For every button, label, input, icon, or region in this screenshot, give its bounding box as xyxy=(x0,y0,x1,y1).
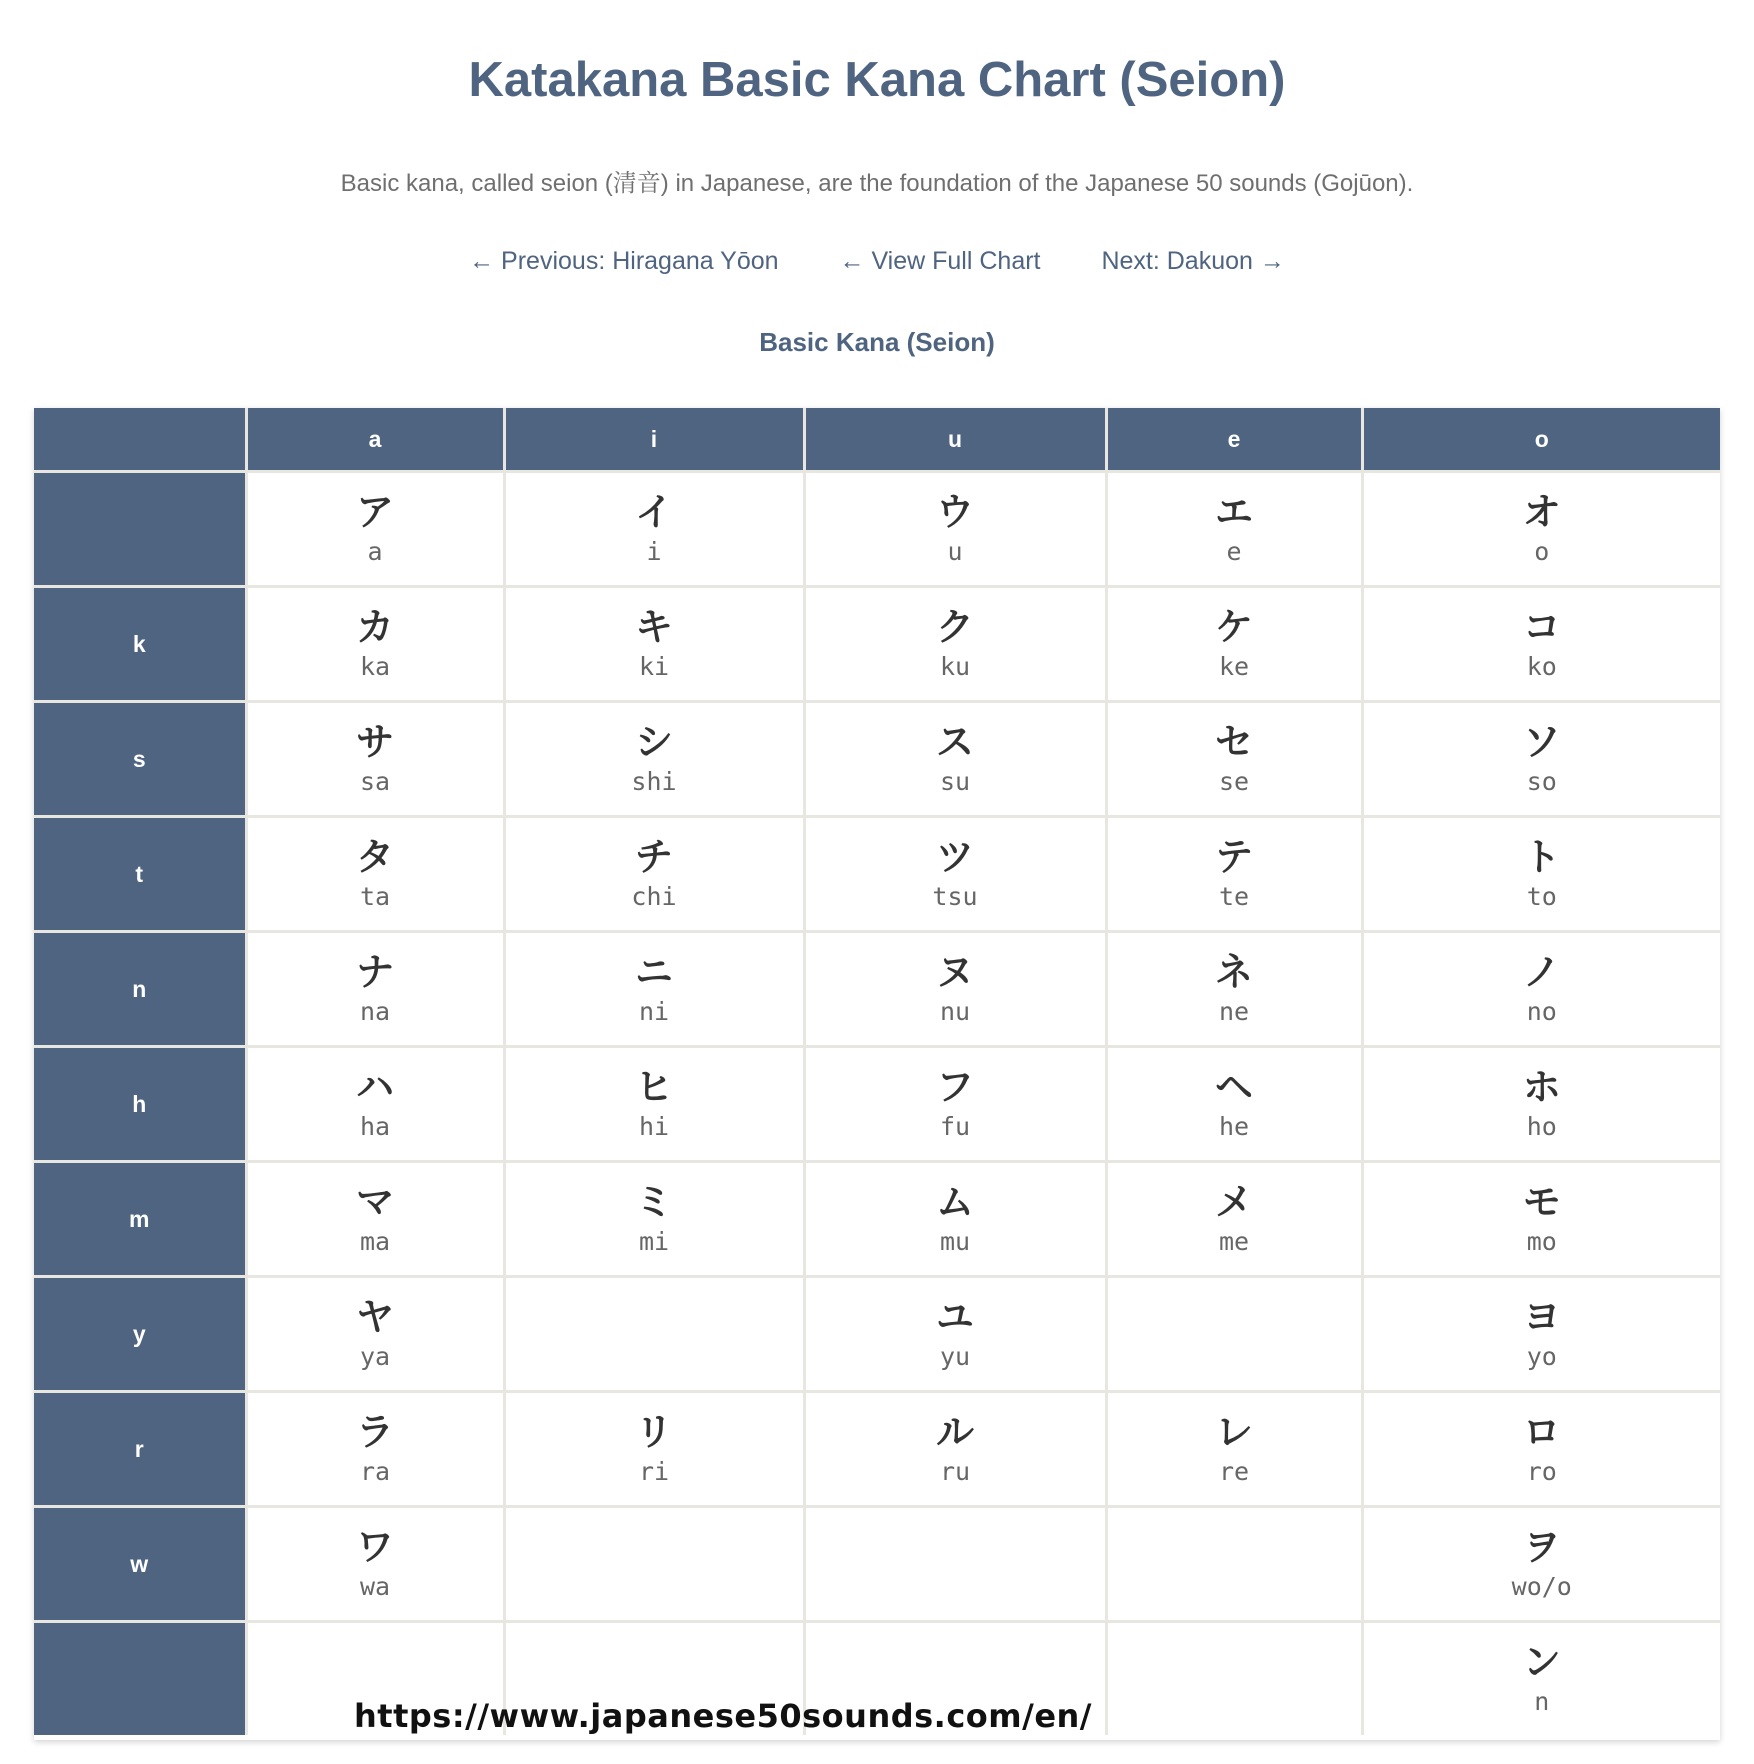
romaji-label: u xyxy=(947,537,963,566)
kana-cell[interactable] xyxy=(504,702,804,817)
kana-character: ヤ xyxy=(355,1295,394,1339)
page-title: Katakana Basic Kana Chart (Seion) xyxy=(468,53,1286,107)
column-header-u: u xyxy=(804,408,1106,472)
kana-cell[interactable] xyxy=(804,587,1106,702)
kana-character: ン xyxy=(1522,1640,1561,1684)
romaji-label: so xyxy=(1526,767,1557,796)
kana-cell[interactable] xyxy=(1362,1392,1720,1507)
romaji-label: sa xyxy=(359,767,391,796)
kana-character: シ xyxy=(634,720,673,764)
kana-cell[interactable] xyxy=(1362,702,1720,817)
table-row xyxy=(34,817,1720,932)
table-row xyxy=(34,932,1720,1047)
kana-character: ウ xyxy=(935,490,974,534)
kana-character: チ xyxy=(634,835,673,879)
kana-cell[interactable] xyxy=(1106,702,1362,817)
romaji-label: ha xyxy=(359,1112,391,1141)
row-header-r: r xyxy=(34,1392,246,1507)
kana-cell[interactable] xyxy=(1362,1047,1720,1162)
kana-cell[interactable] xyxy=(504,1392,804,1507)
row-header-k: k xyxy=(34,587,246,702)
page-subtitle: Basic kana, called seion (清音) in Japanese, are the foundation of the Japanese 50 sounds (Gojūon). xyxy=(340,170,1414,197)
kana-character: ラ xyxy=(355,1410,394,1454)
kana-cell[interactable] xyxy=(804,1277,1106,1392)
kana-character: ス xyxy=(935,720,974,764)
kana-cell[interactable] xyxy=(246,472,504,587)
kana-character: ハ xyxy=(355,1065,394,1109)
kana-cell[interactable] xyxy=(804,1162,1106,1277)
romaji-label: wa xyxy=(359,1572,391,1601)
kana-cell[interactable] xyxy=(1106,1392,1362,1507)
kana-cell[interactable] xyxy=(804,702,1106,817)
kana-cell[interactable] xyxy=(246,1507,504,1622)
kana-character: ミ xyxy=(634,1180,673,1224)
kana-character: ツ xyxy=(935,835,974,879)
romaji-label: se xyxy=(1218,767,1250,796)
romaji-label: wo/o xyxy=(1511,1572,1572,1601)
kana-cell xyxy=(504,1507,804,1622)
kana-character: ネ xyxy=(1214,950,1253,994)
romaji-label: to xyxy=(1526,882,1557,911)
column-header-i: i xyxy=(504,408,804,472)
corner-header xyxy=(34,408,246,472)
kana-cell[interactable] xyxy=(504,587,804,702)
kana-character: カ xyxy=(355,605,394,649)
kana-character: メ xyxy=(1214,1180,1253,1224)
row-header-vowel xyxy=(34,1622,246,1736)
kana-character: ケ xyxy=(1214,605,1253,649)
kana-character: サ xyxy=(355,720,394,764)
romaji-label: ku xyxy=(939,652,971,681)
romaji-label: yo xyxy=(1526,1342,1557,1371)
row-header-t: t xyxy=(34,817,246,932)
table-row xyxy=(34,1162,1720,1277)
table-row xyxy=(34,1392,1720,1507)
romaji-label: hi xyxy=(638,1112,670,1141)
kana-cell[interactable] xyxy=(246,1392,504,1507)
romaji-label: ne xyxy=(1218,997,1250,1026)
kana-character: ソ xyxy=(1522,720,1561,764)
kana-table-body xyxy=(34,472,1720,1736)
romaji-label: ho xyxy=(1526,1112,1557,1141)
kana-cell[interactable] xyxy=(246,1047,504,1162)
view-full-chart-link[interactable]: ← View Full Chart xyxy=(839,247,1041,275)
romaji-label: mo xyxy=(1526,1227,1557,1256)
kana-table xyxy=(34,408,1720,1735)
column-header-row xyxy=(34,408,1720,472)
kana-cell[interactable] xyxy=(246,587,504,702)
kana-cell[interactable] xyxy=(1106,587,1362,702)
kana-cell[interactable] xyxy=(504,932,804,1047)
kana-cell[interactable] xyxy=(1106,932,1362,1047)
kana-cell[interactable] xyxy=(804,817,1106,932)
previous-link[interactable]: ← Previous: Hiragana Yōon xyxy=(469,247,779,275)
kana-cell[interactable] xyxy=(1362,1162,1720,1277)
kana-cell[interactable] xyxy=(1362,1507,1720,1622)
kana-cell[interactable] xyxy=(1362,587,1720,702)
kana-character: ワ xyxy=(355,1525,394,1569)
kana-character: ム xyxy=(935,1180,974,1224)
kana-cell[interactable] xyxy=(504,1047,804,1162)
kana-character: ヒ xyxy=(634,1065,673,1109)
kana-character: ヘ xyxy=(1214,1065,1253,1109)
romaji-label: n xyxy=(1534,1687,1550,1716)
kana-cell xyxy=(1106,1507,1362,1622)
kana-character: ユ xyxy=(935,1295,974,1339)
kana-character: ク xyxy=(935,605,974,649)
kana-cell[interactable] xyxy=(804,472,1106,587)
kana-character: ノ xyxy=(1522,950,1561,994)
romaji-label: su xyxy=(939,767,971,796)
kana-cell[interactable] xyxy=(804,932,1106,1047)
romaji-label: ri xyxy=(638,1457,670,1486)
romaji-label: me xyxy=(1218,1227,1250,1256)
row-header-n: n xyxy=(34,932,246,1047)
section-title: Basic Kana (Seion) xyxy=(759,327,995,357)
kana-character: ヌ xyxy=(935,950,974,994)
row-header-h: h xyxy=(34,1047,246,1162)
row-header-y: y xyxy=(34,1277,246,1392)
kana-character: ト xyxy=(1522,835,1561,879)
kana-character: セ xyxy=(1214,720,1253,764)
romaji-label: ya xyxy=(359,1342,391,1371)
kana-cell xyxy=(504,1277,804,1392)
kana-character: ニ xyxy=(634,950,673,994)
romaji-label: chi xyxy=(631,882,677,911)
romaji-label: nu xyxy=(939,997,971,1026)
romaji-label: ru xyxy=(939,1457,971,1486)
kana-character: イ xyxy=(634,490,673,534)
kana-chart xyxy=(34,408,1720,1740)
kana-cell[interactable] xyxy=(1362,817,1720,932)
row-header-vowel xyxy=(34,472,246,587)
table-row xyxy=(34,1277,1720,1392)
column-header-e: e xyxy=(1106,408,1362,472)
chart-navigation xyxy=(0,247,1754,276)
row-header-s: s xyxy=(34,702,246,817)
kana-cell[interactable] xyxy=(504,472,804,587)
romaji-label: shi xyxy=(631,767,677,796)
kana-cell[interactable] xyxy=(246,1162,504,1277)
kana-character: ヨ xyxy=(1522,1295,1561,1339)
table-row xyxy=(34,587,1720,702)
romaji-label: ra xyxy=(359,1457,391,1486)
romaji-label: ma xyxy=(359,1227,391,1256)
romaji-label: ki xyxy=(638,652,670,681)
kana-cell[interactable] xyxy=(1362,1277,1720,1392)
kana-cell xyxy=(1106,1622,1362,1736)
romaji-label: ke xyxy=(1218,652,1250,681)
romaji-label: re xyxy=(1218,1457,1250,1486)
romaji-label: mi xyxy=(638,1227,670,1256)
kana-character: ア xyxy=(355,490,394,534)
kana-character: レ xyxy=(1214,1410,1253,1454)
kana-character: ナ xyxy=(355,950,394,994)
kana-character: テ xyxy=(1214,835,1253,879)
kana-character: キ xyxy=(634,605,673,649)
kana-cell xyxy=(804,1507,1106,1622)
romaji-label: te xyxy=(1218,882,1250,911)
romaji-label: na xyxy=(359,997,391,1026)
romaji-label: ta xyxy=(359,882,391,911)
kana-character: マ xyxy=(355,1180,394,1224)
romaji-label: he xyxy=(1218,1112,1250,1141)
kana-cell[interactable] xyxy=(1362,472,1720,587)
next-link[interactable]: Next: Dakuon → xyxy=(1101,247,1285,275)
romaji-label: tsu xyxy=(932,882,978,911)
table-row xyxy=(34,472,1720,587)
kana-character: ロ xyxy=(1522,1410,1561,1454)
romaji-label: ni xyxy=(638,997,670,1026)
romaji-label: no xyxy=(1526,997,1557,1026)
kana-character: ヲ xyxy=(1522,1525,1561,1569)
romaji-label: yu xyxy=(939,1342,971,1371)
kana-cell[interactable] xyxy=(804,1047,1106,1162)
row-header-w: w xyxy=(34,1507,246,1622)
kana-character: ホ xyxy=(1522,1065,1561,1109)
romaji-label: mu xyxy=(939,1227,971,1256)
kana-cell[interactable] xyxy=(504,817,804,932)
kana-character: ル xyxy=(935,1410,974,1454)
kana-cell[interactable] xyxy=(1362,932,1720,1047)
romaji-label: i xyxy=(646,537,662,566)
kana-character: リ xyxy=(634,1410,673,1454)
kana-cell[interactable] xyxy=(246,702,504,817)
kana-character: オ xyxy=(1522,490,1561,534)
kana-cell[interactable] xyxy=(1106,1047,1362,1162)
table-row xyxy=(34,1507,1720,1622)
column-header-o: o xyxy=(1362,408,1720,472)
kana-cell[interactable] xyxy=(1106,1162,1362,1277)
kana-character: コ xyxy=(1522,605,1561,649)
romaji-label: a xyxy=(367,537,383,566)
kana-character: タ xyxy=(355,835,394,879)
romaji-label: ro xyxy=(1526,1457,1557,1486)
kana-cell[interactable] xyxy=(246,932,504,1047)
romaji-label: ka xyxy=(359,652,391,681)
kana-character: フ xyxy=(935,1065,974,1109)
romaji-label: o xyxy=(1534,537,1550,566)
kana-cell[interactable] xyxy=(1106,817,1362,932)
kana-cell[interactable] xyxy=(804,1392,1106,1507)
kana-character: モ xyxy=(1522,1180,1561,1224)
kana-cell[interactable] xyxy=(1106,472,1362,587)
kana-character: エ xyxy=(1214,490,1253,534)
kana-cell[interactable] xyxy=(1362,1622,1720,1736)
watermark-url: https://www.japanese50sounds.com/en/ xyxy=(354,1697,1092,1735)
romaji-label: e xyxy=(1226,537,1242,566)
kana-cell[interactable] xyxy=(504,1162,804,1277)
table-row xyxy=(34,702,1720,817)
romaji-label: fu xyxy=(939,1112,971,1141)
kana-cell xyxy=(1106,1277,1362,1392)
column-header-a: a xyxy=(246,408,504,472)
row-header-m: m xyxy=(34,1162,246,1277)
kana-cell[interactable] xyxy=(246,817,504,932)
table-row xyxy=(34,1047,1720,1162)
kana-cell[interactable] xyxy=(246,1277,504,1392)
romaji-label: ko xyxy=(1526,652,1557,681)
